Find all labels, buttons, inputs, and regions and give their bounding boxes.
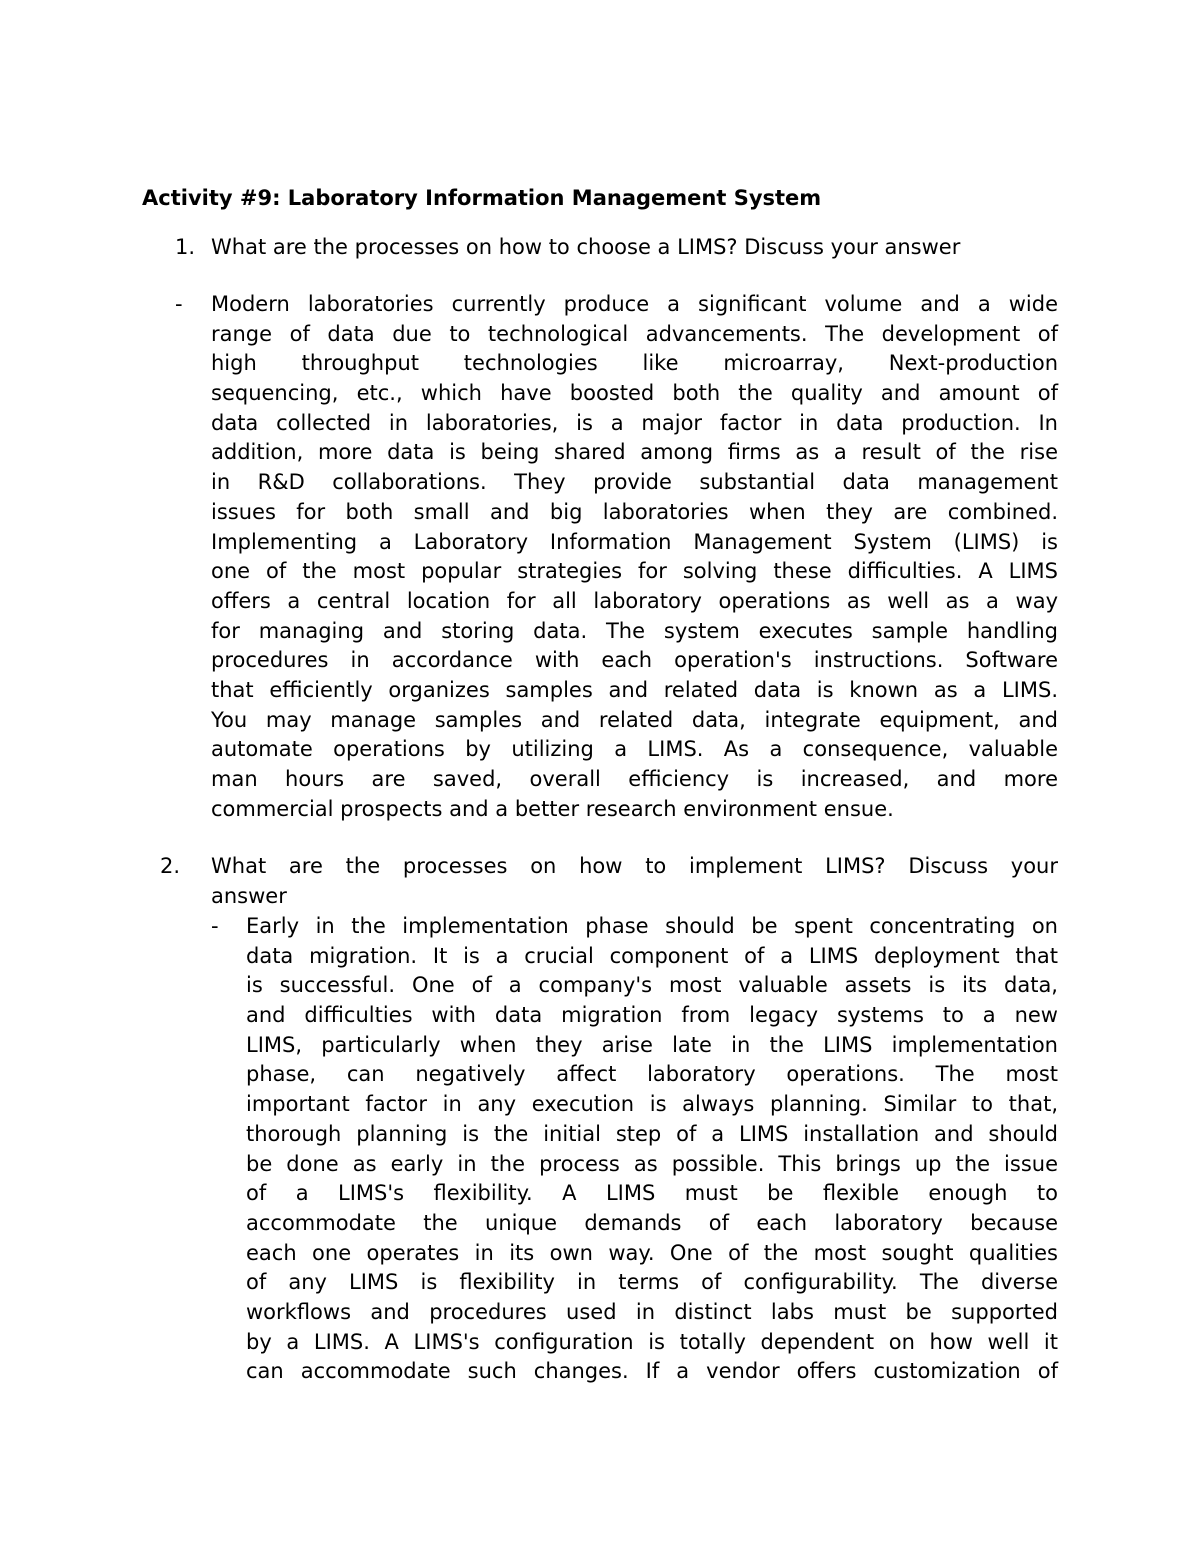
q2-bullet: - bbox=[211, 914, 219, 938]
text-line: What are the processes on how to choose a LIMS? Discuss your answer bbox=[211, 235, 961, 259]
text-line: and difficulties with data migration from legacy systems to a new bbox=[246, 1003, 1058, 1028]
text-line: answer bbox=[211, 883, 287, 908]
text-line: for managing and storing data. The system executes sample handling bbox=[211, 618, 1058, 643]
text-line: commercial prospects and a better research environment ensue. bbox=[211, 796, 894, 821]
text-line: procedures in accordance with each operation's instructions. Software bbox=[211, 648, 1058, 673]
text-line: phase, can negatively affect laboratory operations. The most bbox=[246, 1062, 1058, 1087]
text-line: Early in the implementation phase should be spent concentrating on bbox=[246, 914, 1058, 938]
text-line: addition, more data is being shared among firms as a result of the rise bbox=[211, 440, 1058, 465]
text-line: You may manage samples and related data, integrate equipment, and bbox=[211, 707, 1058, 732]
text-line: range of data due to technological advancements. The development of bbox=[211, 321, 1058, 346]
text-line: workflows and procedures used in distinct labs must be supported bbox=[246, 1299, 1058, 1324]
text-line: high throughput technologies like microarray, Next-production bbox=[211, 351, 1058, 376]
text-line: be done as early in the process as possible. This brings up the issue bbox=[246, 1151, 1058, 1176]
text-line: data collected in laboratories, is a major factor in data production. In bbox=[211, 410, 1058, 435]
text-line: data migration. It is a crucial component of a LIMS deployment that bbox=[246, 943, 1058, 968]
q1-bullet: - bbox=[175, 292, 183, 316]
text-line: of any LIMS is flexibility in terms of configurability. The diverse bbox=[246, 1270, 1058, 1295]
text-line: automate operations by utilizing a LIMS. As a consequence, valuable bbox=[211, 737, 1058, 762]
text-line: Modern laboratories currently produce a significant volume and a wide bbox=[211, 292, 1058, 316]
text-line: important factor in any execution is always planning. Similar to that, bbox=[246, 1092, 1058, 1117]
document-title: Activity #9: Laboratory Information Management System bbox=[142, 186, 822, 210]
text-line: in R&D collaborations. They provide substantial data management bbox=[211, 470, 1058, 495]
text-line: thorough planning is the initial step of a LIMS installation and should bbox=[246, 1121, 1058, 1146]
text-line: LIMS, particularly when they arise late in the LIMS implementation bbox=[246, 1032, 1058, 1057]
q2-question bbox=[211, 852, 1058, 911]
text-line: man hours are saved, overall efficiency is increased, and more bbox=[211, 767, 1058, 791]
text-line: each one operates in its own way. One of the most sought qualities bbox=[246, 1240, 1058, 1265]
text-line: Implementing a Laboratory Information Management System (LIMS) is bbox=[211, 529, 1058, 554]
text-line: one of the most popular strategies for solving these difficulties. A LIMS bbox=[211, 559, 1058, 584]
q1-answer bbox=[211, 290, 1058, 824]
text-line: What are the processes on how to implement LIMS? Discuss your bbox=[211, 854, 1058, 878]
text-line: that efficiently organizes samples and related data is known as a LIMS. bbox=[211, 677, 1058, 702]
text-line: can accommodate such changes. If a vendor offers customization of bbox=[246, 1359, 1058, 1384]
text-line: issues for both small and big laboratories when they are combined. bbox=[211, 499, 1058, 524]
q2-number: 2. bbox=[160, 854, 181, 878]
text-line: by a LIMS. A LIMS's configuration is totally dependent on how well it bbox=[246, 1329, 1058, 1354]
q2-answer bbox=[246, 912, 1058, 1387]
text-line: offers a central location for all laboratory operations as well as a way bbox=[211, 588, 1058, 613]
text-line: sequencing, etc., which have boosted both the quality and amount of bbox=[211, 381, 1058, 406]
q1-question bbox=[211, 233, 1058, 263]
text-line: accommodate the unique demands of each laboratory because bbox=[246, 1210, 1058, 1235]
text-line: is successful. One of a company's most valuable assets is its data, bbox=[246, 973, 1058, 998]
q1-number: 1. bbox=[175, 235, 196, 259]
text-line: of a LIMS's flexibility. A LIMS must be flexible enough to bbox=[246, 1181, 1058, 1206]
